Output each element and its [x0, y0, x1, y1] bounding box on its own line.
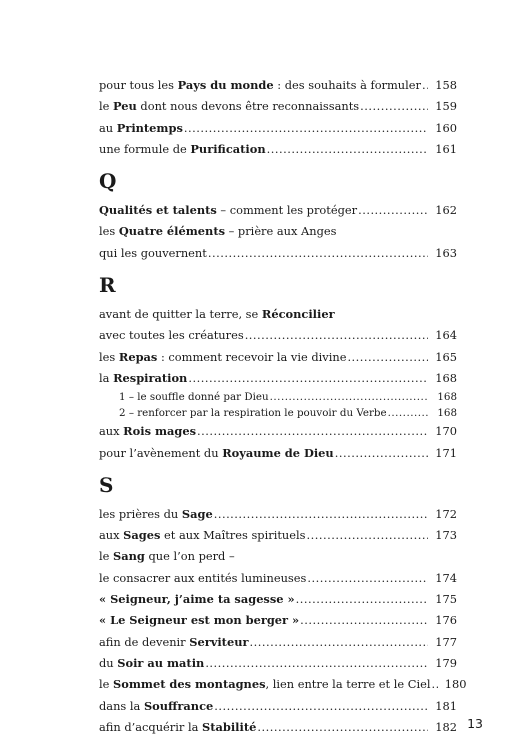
toc-entry[interactable]: [99, 443, 457, 464]
toc-entry[interactable]: [99, 504, 457, 525]
entry-keyword: Soir au matin: [117, 655, 205, 670]
dot-leader: [245, 325, 428, 346]
toc-entry[interactable]: [99, 568, 457, 589]
entry-text: – comment les protéger: [216, 203, 358, 218]
entry-text: avec toutes les créatures: [99, 328, 244, 343]
toc-subentry[interactable]: [99, 405, 457, 421]
entry-keyword: Stabilité: [202, 719, 257, 734]
section-heading-s: S: [99, 472, 114, 497]
toc-entry[interactable]: [99, 243, 457, 264]
page-number: 13: [467, 716, 483, 731]
entry-label: [99, 118, 183, 139]
dot-leader: [270, 389, 428, 405]
entry-page-number: 158: [435, 78, 457, 92]
entry-page-number: 175: [435, 592, 457, 607]
entry-page-number: 173: [435, 528, 457, 543]
toc-entry[interactable]: [99, 139, 457, 160]
entry-keyword: Souffrance: [143, 698, 214, 713]
entry-label: [99, 325, 244, 346]
entry-label: [99, 96, 359, 117]
entry-label: [119, 389, 269, 405]
entry-label: [99, 368, 187, 389]
entries-q: [99, 200, 457, 264]
dot-leader: [296, 589, 428, 610]
entry-text: au: [99, 120, 117, 135]
toc-subentry[interactable]: [99, 389, 457, 405]
entry-text: et aux Maîtres spirituels: [160, 528, 306, 543]
toc-entry[interactable]: [99, 347, 457, 368]
dot-leader: [307, 568, 428, 589]
entry-text: aux: [99, 424, 124, 439]
dot-leader: [214, 504, 428, 525]
entry-label: [99, 589, 295, 610]
entries-r: [99, 304, 457, 464]
entry-text: le: [99, 677, 114, 692]
dot-leader: [188, 368, 428, 389]
entry-keyword: « Seigneur, j’aime ta sagesse »: [99, 592, 295, 607]
entry-text: les: [99, 349, 119, 364]
entry-keyword: Peu: [113, 99, 137, 114]
entry-text: qui les gouvernent: [99, 245, 207, 260]
entries-p: [99, 75, 457, 160]
entry-page-number: 172: [435, 506, 457, 521]
toc-entry-first-line: [99, 546, 457, 567]
entry-page-number: 160: [435, 120, 457, 135]
entry-keyword: Purification: [190, 141, 266, 156]
dot-leader: [214, 696, 428, 717]
dot-leader: [432, 674, 438, 695]
entry-page-number: 164: [435, 328, 457, 343]
entry-keyword: Réconcilier: [261, 307, 335, 322]
entry-label: [99, 632, 248, 653]
entry-keyword: Sage: [181, 506, 213, 521]
entry-keyword: Rois mages: [123, 424, 196, 439]
entry-text: afin de devenir: [99, 634, 190, 649]
entry-keyword: Quatre éléments: [118, 224, 225, 239]
entry-label: [99, 653, 204, 674]
section-heading-r: R: [99, 273, 116, 298]
entry-keyword: Sages: [123, 528, 161, 543]
entry-text: 2 – renforcer par la respiration le pouvoir du Verbe: [119, 407, 387, 420]
entry-text: le: [99, 99, 114, 114]
entry-page-number: 170: [435, 424, 457, 439]
entry-text: aux: [99, 528, 124, 543]
entry-keyword: Qualités et talents: [99, 203, 217, 218]
toc-entry[interactable]: [99, 696, 457, 717]
entry-keyword: Printemps: [116, 120, 183, 135]
entry-page-number: 165: [435, 349, 457, 364]
entry-label: [99, 421, 196, 442]
entry-page-number: 161: [435, 141, 457, 156]
toc-entry[interactable]: [99, 75, 457, 96]
entry-text: – prière aux Anges: [225, 224, 337, 239]
entry-text: dans la: [99, 698, 144, 713]
dot-leader: [422, 75, 428, 96]
toc-entry[interactable]: [99, 674, 467, 695]
entry-text: afin d’acquérir la: [99, 719, 203, 734]
entry-label: [99, 347, 346, 368]
entry-page-number: 168: [437, 391, 457, 404]
entry-page-number: 163: [435, 245, 457, 260]
entry-page-number: 174: [435, 570, 457, 585]
entry-text: : des souhaits à formuler: [273, 78, 421, 92]
entry-text: que l’on perd –: [144, 549, 235, 564]
entry-text: du: [99, 655, 118, 670]
toc-entry[interactable]: [99, 717, 457, 738]
entry-keyword: Sommet des montagnes: [113, 677, 266, 692]
entry-label: [119, 405, 387, 421]
toc-entry[interactable]: [99, 589, 457, 610]
entry-page-number: 162: [435, 203, 457, 218]
entry-page-number: 171: [435, 445, 457, 460]
entry-label: [99, 504, 213, 525]
entry-text: 1 – le souffle donné par Dieu: [119, 391, 269, 404]
toc-entry[interactable]: [99, 368, 457, 389]
entry-label: [99, 568, 306, 589]
entry-keyword: « Le Seigneur est mon berger »: [99, 613, 300, 628]
toc-entry-first-line: [99, 304, 457, 325]
entry-label: [99, 696, 213, 717]
entry-page-number: 179: [435, 655, 457, 670]
entry-label: [99, 443, 334, 464]
dot-leader: [335, 443, 428, 464]
entry-label: [99, 674, 431, 695]
entry-page-number: 168: [435, 370, 457, 385]
toc-entry[interactable]: [99, 653, 457, 674]
dot-leader: [205, 653, 428, 674]
entry-label: [99, 610, 299, 631]
dot-leader: [197, 421, 428, 442]
entry-text: les: [99, 224, 119, 239]
entry-keyword: Royaume de Dieu: [222, 445, 334, 460]
entry-page-number: 177: [435, 634, 457, 649]
toc-page: [99, 75, 467, 738]
entry-keyword: Sang: [113, 549, 145, 564]
dot-leader: [347, 347, 428, 368]
toc-entry[interactable]: [99, 525, 457, 546]
entry-text: le consacrer aux entités lumineuses: [99, 570, 307, 585]
toc-entry[interactable]: [99, 421, 457, 442]
entry-page-number: 182: [435, 719, 457, 734]
entries-s: [99, 504, 467, 738]
entry-text: la: [99, 370, 114, 385]
entry-label: [99, 75, 421, 96]
toc-entry[interactable]: [99, 632, 457, 653]
dot-leader: [249, 632, 428, 653]
entry-page-number: 159: [435, 99, 457, 114]
entry-keyword: Serviteur: [189, 634, 249, 649]
entry-keyword: Pays du monde: [177, 78, 274, 92]
entry-text: une formule de: [99, 141, 191, 156]
entry-text: pour l’avènement du: [99, 445, 223, 460]
entry-page-number: 181: [435, 698, 457, 713]
dot-leader: [184, 118, 428, 139]
entry-text: avant de quitter la terre, se: [99, 307, 262, 322]
dot-leader: [267, 139, 428, 160]
toc-entry[interactable]: [99, 118, 457, 139]
toc-entry[interactable]: [99, 610, 457, 631]
entry-keyword: Repas: [118, 349, 158, 364]
toc-entry[interactable]: [99, 96, 457, 117]
entry-text: dont nous devons être reconnaissants: [136, 99, 360, 114]
entry-text: : comment recevoir la vie divine: [157, 349, 347, 364]
entry-text: les prières du: [99, 506, 182, 521]
dot-leader: [300, 610, 428, 631]
entry-label: [99, 525, 305, 546]
section-heading-q: Q: [99, 169, 117, 194]
entry-page-number: 176: [435, 613, 457, 628]
entry-label: [99, 717, 256, 738]
entry-label: [99, 139, 266, 160]
dot-leader: [360, 96, 428, 117]
entry-keyword: Respiration: [113, 370, 188, 385]
entry-page-number: 180: [444, 677, 467, 692]
toc-entry[interactable]: [99, 200, 457, 221]
dot-leader: [358, 200, 428, 221]
entry-text: le: [99, 549, 114, 564]
dot-leader: [388, 405, 428, 421]
entry-text: , lien entre la terre et le Ciel: [265, 677, 431, 692]
toc-entry-first-line: [99, 221, 457, 242]
entry-text: pour tous les: [99, 78, 178, 92]
dot-leader: [306, 525, 428, 546]
entry-label: [99, 200, 357, 221]
entry-page-number: 168: [437, 407, 457, 420]
dot-leader: [257, 717, 428, 738]
entry-label: [99, 243, 207, 264]
dot-leader: [208, 243, 428, 264]
toc-entry[interactable]: [99, 325, 457, 346]
